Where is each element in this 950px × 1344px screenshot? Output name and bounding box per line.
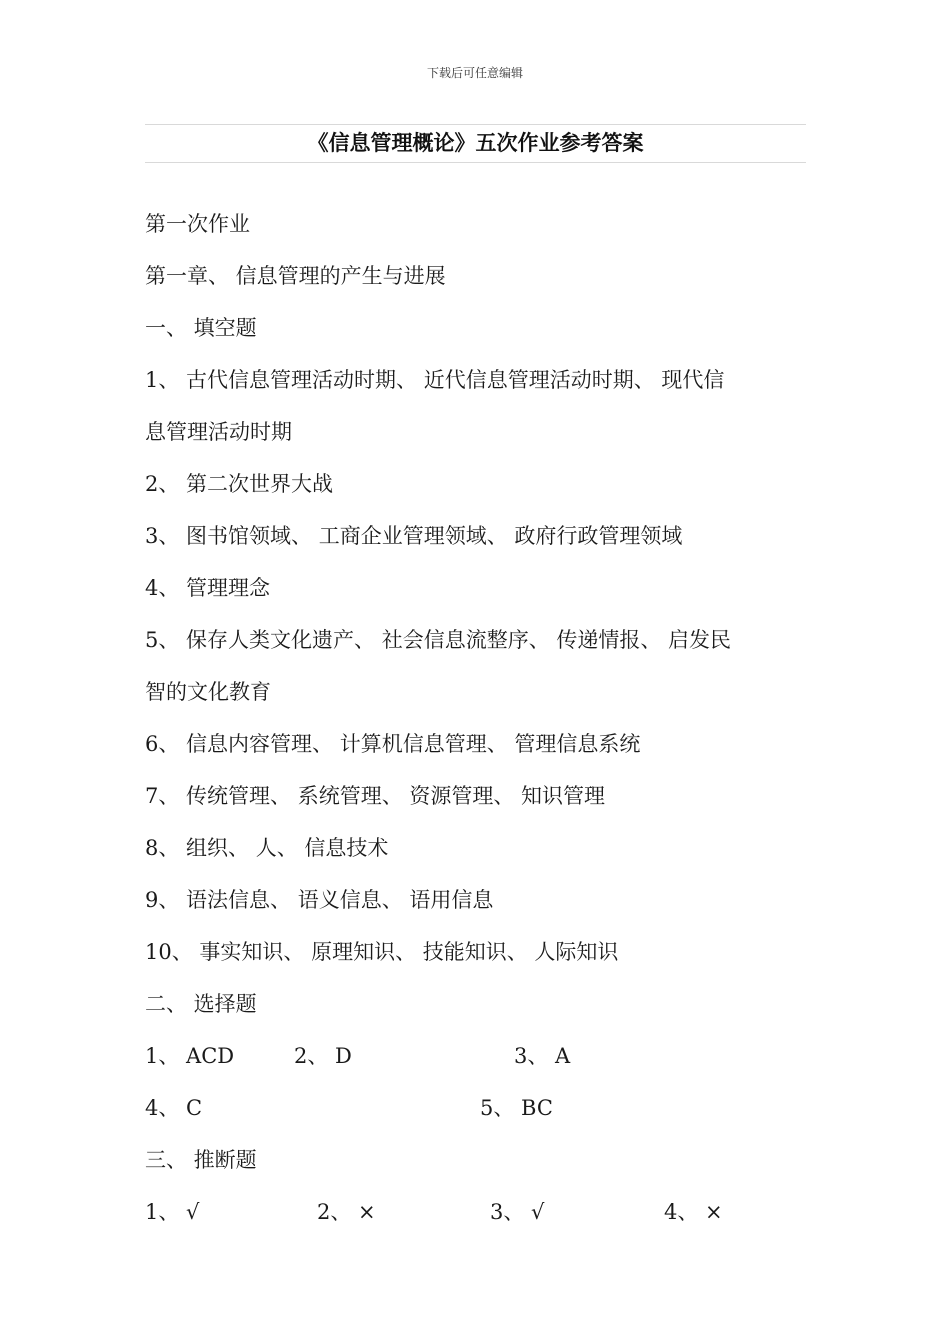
document-title: 《信息管理概论》五次作业参考答案	[307, 130, 644, 155]
judgement-answer: 2、 ×	[317, 1200, 376, 1224]
answer-line: 息管理活动时期	[145, 420, 292, 444]
answer-line: 9、 语法信息、 语义信息、 语用信息	[145, 888, 494, 912]
title-bottom-rule	[145, 162, 806, 163]
answer-line: 7、 传统管理、 系统管理、 资源管理、 知识管理	[145, 784, 606, 808]
judgement-answer: 3、 √	[490, 1200, 545, 1224]
choice-answer-row	[145, 1030, 806, 1082]
judgement-answer: 1、 √	[145, 1200, 200, 1224]
answer-line: 8、 组织、 人、 信息技术	[145, 836, 389, 860]
answer-line: 智的文化教育	[145, 680, 271, 704]
choice-answer: 5、 BC	[480, 1096, 553, 1120]
answer-line: 5、 保存人类文化遗产、 社会信息流整序、 传递情报、 启发民	[145, 628, 732, 652]
choice-answer: 2、 D	[294, 1044, 352, 1068]
answer-line: 3、 图书馆领域、 工商企业管理领域、 政府行政管理领域	[145, 524, 683, 548]
judgement-answer: 4、 ×	[664, 1200, 723, 1224]
choice-answer-row	[145, 1082, 806, 1134]
choice-answer: 3、 A	[514, 1044, 571, 1068]
answer-line: 2、 第二次世界大战	[145, 472, 334, 496]
page-header-note: 下载后可任意编辑	[426, 66, 523, 80]
document-body	[145, 198, 806, 1238]
choice-answer: 1、 ACD	[145, 1044, 235, 1068]
answer-line: 4、 管理理念	[145, 576, 271, 600]
choice-answer: 4、 C	[145, 1096, 203, 1120]
answer-line: 1、 古代信息管理活动时期、 近代信息管理活动时期、 现代信	[145, 368, 725, 392]
section-heading-true-false: 三、 推断题	[145, 1148, 257, 1172]
section-heading-fill-blank: 一、 填空题	[145, 316, 257, 340]
answer-line: 6、 信息内容管理、 计算机信息管理、 管理信息系统	[145, 732, 641, 756]
answer-line: 10、 事实知识、 原理知识、 技能知识、 人际知识	[145, 940, 619, 964]
judgement-answer-row	[145, 1186, 806, 1238]
assignment-heading: 第一次作业	[145, 212, 250, 236]
chapter-heading: 第一章、 信息管理的产生与进展	[145, 264, 446, 288]
section-heading-multiple-choice: 二、 选择题	[145, 992, 257, 1016]
